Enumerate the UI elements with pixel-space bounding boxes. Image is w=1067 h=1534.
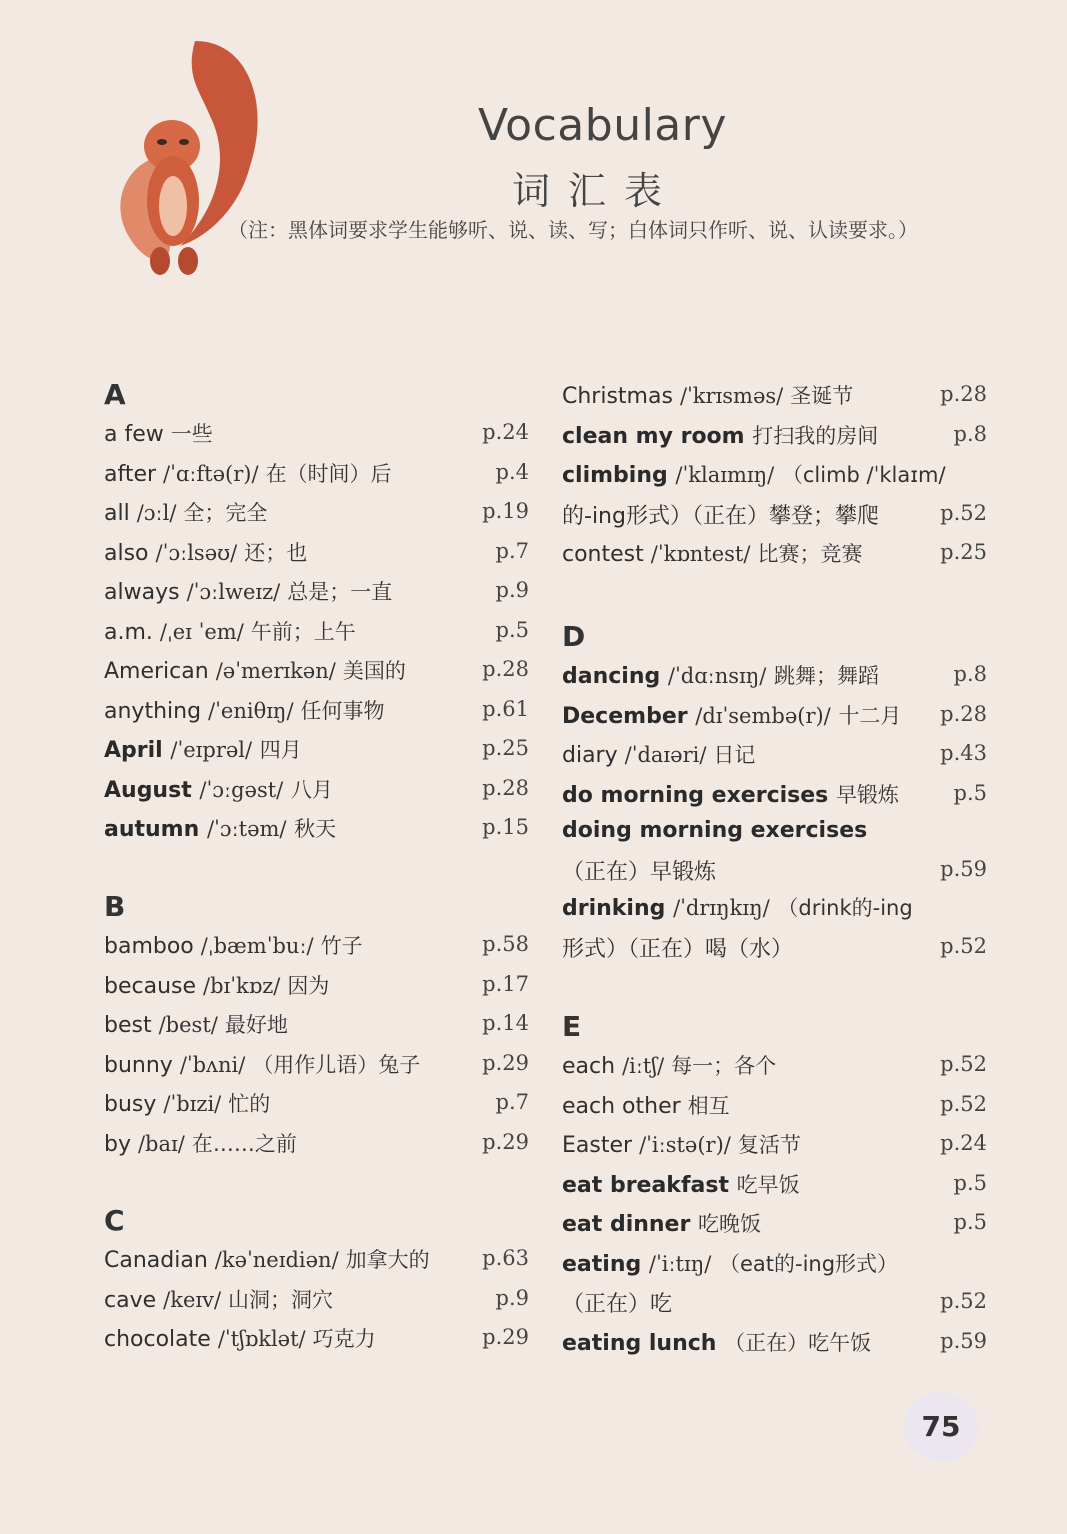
vocab-meaning: 十二月 [838,703,902,728]
vocab-entry [104,1128,529,1164]
vocab-word: dancing [562,664,661,689]
vocab-word: diary [562,743,618,768]
vocab-page-ref: p.28 [482,657,529,681]
vocab-page-ref: p.7 [495,538,529,563]
vocab-phonetic: /ˈɔːlsəʊ/ [155,540,238,565]
vocab-page-ref: p.59 [940,857,987,881]
vocab-page-ref: p.24 [940,1131,987,1155]
vocab-entry-text [562,1050,776,1080]
vocab-meaning: 任何事物 [300,698,385,723]
usage-note: （注：黑体词要求学生能够听、说、读、写；白体词只作听、说、认读要求。） [228,218,918,242]
vocab-page-ref: p.4 [495,459,529,484]
vocab-entry-text [562,739,755,769]
vocab-page-ref: p.9 [495,1285,529,1310]
vocab-meaning: 早锻炼 [835,782,899,807]
vocab-page-ref: p.5 [953,1210,987,1234]
vocab-word: climbing [562,463,668,488]
vocab-word: 的-ing形式）（正在）攀登；攀爬 [562,503,879,529]
vocab-meaning: 秋天 [294,817,337,841]
vocab-phonetic: /dɪˈsembə(r)/ [695,703,831,728]
vocab-page-ref: p.52 [940,500,987,525]
vocab-entry [104,497,529,533]
vocab-entry [562,818,987,854]
vocab-entry [562,1050,987,1086]
vocab-word: autumn [104,817,200,842]
vocab-word: American [104,659,209,684]
section-letter: E [562,1010,582,1043]
vocab-entry-text [104,695,385,725]
vocab-entry [104,458,529,494]
vocab-word: April [104,738,163,763]
vocab-page-ref: p.29 [482,1325,529,1349]
vocab-entry [562,932,987,968]
vocab-meaning: 山洞；洞穴 [228,1287,334,1312]
vocab-word: drinking [562,896,666,921]
vocab-entry-text [562,1208,761,1238]
vocab-entry [562,1287,987,1323]
vocab-meaning: 跳舞；舞蹈 [774,664,880,688]
vocab-page-ref: p.28 [940,701,987,726]
vocab-word: anything [104,698,202,724]
page-title-zh: 词汇表 [512,169,681,213]
vocab-word: December [562,703,688,729]
vocab-page-ref: p.17 [482,971,529,996]
vocab-meaning: 比赛；竞赛 [757,542,863,566]
vocab-phonetic: /ˌbæmˈbuː/ [200,934,314,958]
vocab-entry [104,418,529,454]
vocab-page-ref: p.25 [940,540,987,564]
vocab-page-ref: p.9 [495,578,529,602]
vocab-phonetic: /ˈiːstə(r)/ [639,1133,731,1157]
vocab-meaning: 复活节 [737,1133,801,1157]
vocab-word: do morning exercises [562,782,829,808]
vocab-entry [562,1129,987,1165]
vocab-word: 形式）（正在）喝（水） [562,936,794,962]
vocab-meaning: 四月 [259,738,302,762]
vocab-entry-text [104,1088,270,1118]
vocab-meaning: 全；完全 [183,501,268,525]
vocab-entry-text [562,1129,801,1159]
vocab-meaning: 相互 [687,1093,730,1118]
vocab-word: also [104,540,149,566]
vocab-entry-text [104,774,333,804]
vocab-page-ref: p.8 [953,421,987,446]
section-letter: B [104,890,126,923]
vocab-phonetic: /ˈbʌni/ [179,1052,246,1077]
vocab-word: August [104,777,192,803]
vocab-page-ref: p.24 [482,420,529,444]
vocab-entry-text [562,380,853,410]
vocab-word: contest [562,542,644,567]
vocab-word: by [104,1131,131,1157]
vocab-entry [562,1208,987,1244]
vocab-entry [562,700,987,736]
vocab-phonetic: /ˈdrɪŋkɪŋ/ [673,896,770,920]
vocab-word: （正在）吃 [562,1292,673,1317]
vocab-page-ref: p.52 [940,933,987,958]
vocab-entry-text [562,499,879,530]
vocab-entry-text [104,576,392,606]
vocab-page-ref: p.25 [482,736,529,760]
vocab-word: best [104,1013,152,1038]
vocab-entry-text [104,930,363,960]
vocab-entry [562,855,987,891]
vocab-page-ref: p.52 [940,1091,987,1116]
vocab-word: a few [104,422,164,447]
vocab-word: clean my room [562,423,745,449]
vocab-meaning: 吃早饭 [736,1172,800,1197]
vocab-entry-text [104,1049,420,1079]
vocab-phonetic: /ˈɑːftə(r)/ [163,461,259,486]
vocab-page-ref: p.52 [940,1052,987,1076]
vocab-entry-text [104,616,356,646]
vocab-word: busy [104,1092,157,1117]
vocab-word: eat dinner [562,1212,691,1237]
vocab-entry [104,1088,529,1124]
vocab-entry [562,1327,987,1363]
vocab-entry-text [562,459,946,489]
vocab-entry-text [104,1128,297,1158]
vocab-entry [104,970,529,1006]
vocab-entry-text [562,818,867,843]
vocab-word: bunny [104,1052,173,1078]
vocab-word: each other [562,1093,681,1119]
vocab-page-ref: p.14 [482,1011,529,1035]
vocab-meaning: 竹子 [320,934,363,958]
vocab-phonetic: /əˈmerɪkən/ [215,659,336,683]
vocab-meaning: 吃晚饭 [698,1212,761,1236]
vocab-phonetic: /ˈkɒntest/ [650,542,751,566]
vocab-page-ref: p.19 [482,499,529,523]
vocab-entry [104,774,529,810]
vocab-word: chocolate [104,1327,211,1352]
vocab-entry [104,734,529,770]
vocab-phonetic: /ˈɔːlweɪz/ [186,580,281,604]
vocab-word: each [562,1054,616,1079]
vocab-entry-text [104,497,267,527]
vocab-meaning: （eat的-ing形式） [718,1251,899,1276]
vocab-word: all [104,501,130,526]
vocab-entry [104,695,529,731]
vocab-entry-text [562,1090,730,1120]
vocab-phonetic: /ˈkrɪsməs/ [679,384,784,408]
vocab-entry-text [104,655,406,685]
vocab-meaning: （drink的-ing [777,896,913,920]
page-number-badge: 75 [904,1392,978,1462]
vocab-entry-text [562,932,793,963]
vocab-entry [104,930,529,966]
vocab-page-ref: p.5 [495,617,529,642]
vocab-meaning: 忙的 [228,1092,271,1116]
vocab-page-ref: p.43 [940,741,987,765]
vocab-page-ref: p.29 [482,1050,529,1075]
vocab-phonetic: /ˈdɑːnsɪŋ/ [667,664,767,688]
vocab-meaning: 加拿大的 [345,1248,430,1272]
vocab-entry [562,739,987,775]
vocab-entry-text [104,734,302,764]
vocab-entry-text [562,660,879,690]
vocab-entry-text [562,1248,898,1278]
vocab-phonetic: /ˈbɪzi/ [163,1092,222,1116]
vocab-meaning: 圣诞节 [790,384,854,408]
vocab-entry-text [562,538,862,568]
vocab-word: Canadian [104,1248,208,1273]
vocab-page-ref: p.15 [482,815,529,839]
vocab-page-ref: p.58 [482,932,529,956]
vocab-entry [104,616,529,652]
vocab-word: eat breakfast [562,1172,729,1198]
vocab-entry [104,1284,529,1320]
vocab-word: （正在）早锻炼 [562,860,717,885]
vocab-entry [562,1090,987,1126]
vocab-word: eating lunch [562,1330,717,1356]
vocab-entry-text [104,458,392,488]
vocab-word: eating [562,1251,642,1277]
vocab-entry [104,1244,529,1280]
vocab-entry-text [562,1327,871,1357]
vocab-entry-text [104,970,329,1000]
vocab-phonetic: /ˈtʃɒklət/ [217,1327,306,1351]
section-letter: A [104,378,126,411]
vocab-entry-text [104,537,307,567]
vocab-phonetic: /ˈɔːgəst/ [199,777,284,802]
vocab-entry [562,779,987,815]
vocab-entry [104,1323,529,1359]
vocab-word: bamboo [104,934,194,959]
vocab-entry-text [104,1244,430,1274]
vocab-phonetic: /bɪˈkɒz/ [203,973,281,998]
vocab-meaning: 还；也 [244,540,308,565]
vocab-phonetic: /ˈeɪprəl/ [170,738,253,762]
vocab-entry [104,576,529,612]
squirrel-illustration [100,36,270,281]
vocab-entry [562,499,987,535]
vocab-word: Easter [562,1133,633,1158]
vocab-page-ref: p.63 [482,1246,529,1270]
vocab-phonetic: /ˈdaɪəri/ [624,743,707,767]
vocab-meaning: （用作儿语）兔子 [252,1052,421,1077]
vocab-page-ref: p.5 [953,780,987,805]
vocab-meaning: 日记 [713,743,756,767]
vocab-page-ref: p.8 [953,662,987,686]
vocab-meaning: 因为 [287,973,330,998]
vocab-entry [562,380,987,416]
vocab-page-ref: p.29 [482,1129,529,1154]
vocab-phonetic: /keɪv/ [163,1287,222,1312]
vocab-meaning: 午前；上午 [250,619,356,644]
vocab-word: a.m. [104,619,153,645]
section-letter: D [562,620,586,653]
vocab-meaning: 每一；各个 [671,1054,777,1078]
vocab-meaning: 在……之前 [191,1131,297,1156]
vocab-word: after [104,461,157,487]
vocab-entry-text [562,1169,800,1199]
vocab-phonetic: /kəˈneɪdiən/ [214,1248,339,1272]
vocab-page-ref: p.5 [953,1170,987,1195]
vocab-meaning: 八月 [290,777,333,802]
vocab-entry [562,1248,987,1284]
vocab-word: Christmas [562,384,673,409]
vocab-entry-text [104,1009,288,1039]
vocab-word: always [104,580,180,605]
vocab-phonetic: /ˈɔːtəm/ [206,817,287,841]
vocab-entry-text [562,700,901,730]
vocab-word: doing morning exercises [562,818,868,843]
vocab-phonetic: /iːtʃ/ [622,1054,665,1078]
vocab-entry-text [104,1323,376,1353]
vocab-entry [104,813,529,849]
vocab-page-ref: p.61 [482,696,529,721]
vocab-phonetic: /baɪ/ [137,1131,185,1156]
vocab-meaning: （climb /ˈklaɪm/ [781,463,946,487]
vocab-phonetic: /ˈklaɪmɪŋ/ [675,463,775,487]
vocab-entry-text [562,1287,672,1318]
vocab-meaning: 一些 [170,422,213,446]
vocab-entry-text [562,855,716,886]
vocab-entry [562,660,987,696]
vocab-entry-text [104,418,213,448]
section-letter: C [104,1204,125,1237]
vocab-entry [562,420,987,456]
vocab-word: because [104,973,197,999]
vocab-meaning: 打扫我的房间 [752,423,879,448]
vocab-meaning: 巧克力 [312,1327,376,1351]
vocab-page-ref: p.52 [940,1289,987,1313]
vocab-phonetic: /ˈiːtɪŋ/ [648,1251,712,1276]
vocab-meaning: （正在）吃午饭 [724,1330,872,1355]
vocab-entry [562,1169,987,1205]
vocab-entry-text [104,1284,333,1314]
vocab-entry [104,1049,529,1085]
page-title-en: Vocabulary [478,100,727,151]
vocab-entry-text [562,892,913,922]
vocab-meaning: 美国的 [342,659,406,683]
vocab-entry [104,655,529,691]
vocab-meaning: 最好地 [224,1013,288,1037]
vocab-entry-text [562,420,878,450]
vocab-page-ref: p.59 [940,1328,987,1353]
vocab-page-ref: p.7 [495,1090,529,1114]
vocab-entry-text [104,813,336,843]
vocab-entry [104,537,529,573]
vocab-word: cave [104,1287,157,1313]
vocab-entry [562,892,987,928]
vocab-entry [562,459,987,495]
vocab-meaning: 在（时间）后 [265,461,392,486]
vocab-entry [104,1009,529,1045]
vocab-entry-text [562,779,899,809]
vocab-phonetic: /ɔːl/ [136,501,177,525]
vocab-phonetic: /ˌeɪ ˈem/ [159,619,244,644]
vocab-phonetic: /ˈeniθɪŋ/ [208,698,294,723]
vocab-meaning: 总是；一直 [287,580,393,604]
vocab-entry [562,538,987,574]
vocab-page-ref: p.28 [940,382,987,406]
vocab-phonetic: /best/ [158,1013,218,1037]
vocab-page-ref: p.28 [482,775,529,800]
